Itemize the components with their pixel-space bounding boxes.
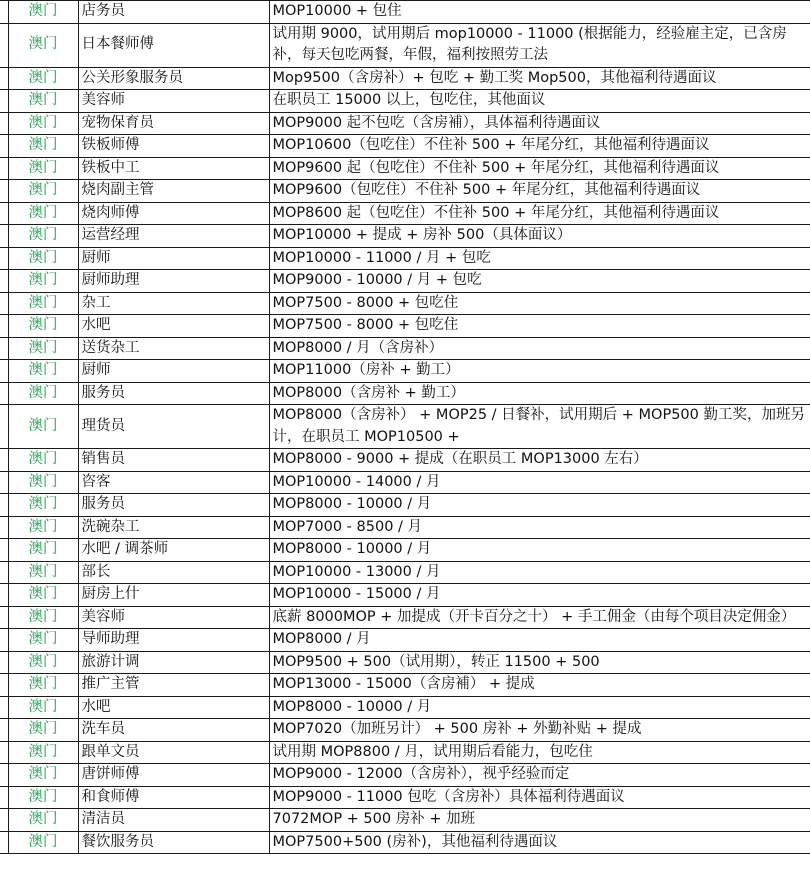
salary-cell: MOP10600（包吃住）不住补 500 + 年尾分红，其他福利待遇面议	[269, 135, 810, 158]
position-cell: 水吧	[78, 315, 269, 338]
salary-cell: MOP8000（含房补） + MOP25 / 日餐补，试用期后 + MOP500 勤工奖，加班另计，在职员工 MOP10500 +	[269, 405, 810, 449]
row-edge-cell	[0, 516, 8, 539]
salary-cell: MOP9600 起（包吃住）不住补 500 + 年尾分红，其他福利待遇面议	[269, 157, 810, 180]
location-cell: 澳门	[8, 494, 78, 517]
row-edge-cell	[0, 135, 8, 158]
salary-cell: MOP7500+500 (房补)，其他福利待遇面议	[269, 831, 810, 854]
location-cell: 澳门	[8, 629, 78, 652]
salary-cell: MOP9600（包吃住）不住补 500 + 年尾分红，其他福利待遇面议	[269, 180, 810, 203]
salary-cell: MOP9000 - 12000（含房补），视乎经验而定	[269, 764, 810, 787]
row-edge-cell	[0, 786, 8, 809]
location-cell: 澳门	[8, 651, 78, 674]
position-cell: 宠物保育员	[78, 112, 269, 135]
position-cell: 厨房上什	[78, 584, 269, 607]
location-cell: 澳门	[8, 90, 78, 113]
row-edge-cell	[0, 561, 8, 584]
table-row	[0, 741, 810, 764]
table-row	[0, 112, 810, 135]
table-row	[0, 90, 810, 113]
position-cell: 旅游计调	[78, 651, 269, 674]
position-cell: 烧肉副主管	[78, 180, 269, 203]
salary-cell: MOP7000 - 8500 / 月	[269, 516, 810, 539]
table-row	[0, 270, 810, 293]
salary-cell: MOP11000（房补 + 勤工）	[269, 360, 810, 383]
position-cell: 唐饼师傅	[78, 764, 269, 787]
table-row	[0, 494, 810, 517]
table-row	[0, 67, 810, 90]
position-cell: 服务员	[78, 382, 269, 405]
row-edge-cell	[0, 1, 8, 24]
position-cell: 运营经理	[78, 225, 269, 248]
row-edge-cell	[0, 180, 8, 203]
location-cell: 澳门	[8, 696, 78, 719]
location-cell: 澳门	[8, 786, 78, 809]
salary-cell: MOP8000 - 10000 / 月	[269, 494, 810, 517]
row-edge-cell	[0, 67, 8, 90]
row-edge-cell	[0, 606, 8, 629]
table-row	[0, 360, 810, 383]
row-edge-cell	[0, 471, 8, 494]
position-cell: 厨师	[78, 247, 269, 270]
table-row	[0, 831, 810, 854]
table-row	[0, 629, 810, 652]
position-cell: 部长	[78, 561, 269, 584]
position-cell: 美容师	[78, 606, 269, 629]
row-edge-cell	[0, 157, 8, 180]
row-edge-cell	[0, 696, 8, 719]
table-body	[0, 1, 810, 854]
position-cell: 水吧	[78, 696, 269, 719]
location-cell: 澳门	[8, 292, 78, 315]
row-edge-cell	[0, 247, 8, 270]
table-row	[0, 247, 810, 270]
salary-cell: MOP10000 - 11000 / 月 + 包吃	[269, 247, 810, 270]
location-cell: 澳门	[8, 449, 78, 472]
salary-cell: MOP7500 - 8000 + 包吃住	[269, 292, 810, 315]
table-row	[0, 606, 810, 629]
position-cell: 和食师傅	[78, 786, 269, 809]
position-cell: 导师助理	[78, 629, 269, 652]
table-row	[0, 180, 810, 203]
table-row	[0, 1, 810, 24]
position-cell: 公关形象服务员	[78, 67, 269, 90]
position-cell: 烧肉师傅	[78, 202, 269, 225]
location-cell: 澳门	[8, 741, 78, 764]
row-edge-cell	[0, 225, 8, 248]
location-cell: 澳门	[8, 135, 78, 158]
salary-cell: MOP8000 - 10000 / 月	[269, 696, 810, 719]
position-cell: 理货员	[78, 405, 269, 449]
location-cell: 澳门	[8, 360, 78, 383]
position-cell: 杂工	[78, 292, 269, 315]
position-cell: 厨师助理	[78, 270, 269, 293]
position-cell: 美容师	[78, 90, 269, 113]
row-edge-cell	[0, 539, 8, 562]
row-edge-cell	[0, 674, 8, 697]
position-cell: 铁板师傅	[78, 135, 269, 158]
salary-cell: MOP7500 - 8000 + 包吃住	[269, 315, 810, 338]
position-cell: 店务员	[78, 1, 269, 24]
location-cell: 澳门	[8, 809, 78, 832]
salary-cell: MOP10000 - 14000 / 月	[269, 471, 810, 494]
salary-cell: MOP8000 - 10000 / 月	[269, 539, 810, 562]
table-row	[0, 225, 810, 248]
position-cell: 日本餐师傅	[78, 23, 269, 67]
location-cell: 澳门	[8, 561, 78, 584]
position-cell: 厨师	[78, 360, 269, 383]
row-edge-cell	[0, 292, 8, 315]
position-cell: 铁板中工	[78, 157, 269, 180]
position-cell: 洗车员	[78, 719, 269, 742]
salary-cell: Mop9500（含房补）+ 包吃 + 勤工奖 Mop500，其他福利待遇面议	[269, 67, 810, 90]
location-cell: 澳门	[8, 112, 78, 135]
location-cell: 澳门	[8, 471, 78, 494]
table-row	[0, 561, 810, 584]
row-edge-cell	[0, 719, 8, 742]
location-cell: 澳门	[8, 247, 78, 270]
table-row	[0, 315, 810, 338]
salary-cell: MOP8600 起（包吃住）不住补 500 + 年尾分红，其他福利待遇面议	[269, 202, 810, 225]
row-edge-cell	[0, 360, 8, 383]
location-cell: 澳门	[8, 315, 78, 338]
location-cell: 澳门	[8, 337, 78, 360]
table-row	[0, 135, 810, 158]
table-row	[0, 157, 810, 180]
row-edge-cell	[0, 382, 8, 405]
salary-cell: MOP8000 / 月（含房补）	[269, 337, 810, 360]
table-row	[0, 539, 810, 562]
row-edge-cell	[0, 764, 8, 787]
salary-cell: MOP9500 + 500（试用期），转正 11500 + 500	[269, 651, 810, 674]
table-row	[0, 696, 810, 719]
location-cell: 澳门	[8, 382, 78, 405]
position-cell: 水吧 / 调茶师	[78, 539, 269, 562]
location-cell: 澳门	[8, 225, 78, 248]
row-edge-cell	[0, 23, 8, 67]
salary-cell: MOP10000 - 15000 / 月	[269, 584, 810, 607]
location-cell: 澳门	[8, 584, 78, 607]
location-cell: 澳门	[8, 23, 78, 67]
location-cell: 澳门	[8, 202, 78, 225]
table-row	[0, 809, 810, 832]
table-row	[0, 651, 810, 674]
salary-cell: MOP9000 - 11000 包吃（含房补）具体福利待遇面议	[269, 786, 810, 809]
salary-cell: MOP8000（含房补 + 勤工）	[269, 382, 810, 405]
location-cell: 澳门	[8, 157, 78, 180]
salary-cell: MOP9000 - 10000 / 月 + 包吃	[269, 270, 810, 293]
salary-cell: 试用期 9000，试用期后 mop10000 - 11000 (根据能力，经验雇主定，已含房补，每天包吃两餐，年假，福利按照劳工法	[269, 23, 810, 67]
salary-cell: MOP10000 + 包住	[269, 1, 810, 24]
table-row	[0, 382, 810, 405]
row-edge-cell	[0, 90, 8, 113]
table-row	[0, 292, 810, 315]
salary-cell: MOP10000 - 13000 / 月	[269, 561, 810, 584]
row-edge-cell	[0, 809, 8, 832]
row-edge-cell	[0, 629, 8, 652]
table-row	[0, 584, 810, 607]
salary-cell: MOP8000 / 月	[269, 629, 810, 652]
location-cell: 澳门	[8, 67, 78, 90]
table-row	[0, 764, 810, 787]
position-cell: 咨客	[78, 471, 269, 494]
position-cell: 销售员	[78, 449, 269, 472]
location-cell: 澳门	[8, 831, 78, 854]
location-cell: 澳门	[8, 539, 78, 562]
location-cell: 澳门	[8, 674, 78, 697]
table-row	[0, 471, 810, 494]
location-cell: 澳门	[8, 1, 78, 24]
table-row	[0, 674, 810, 697]
position-cell: 服务员	[78, 494, 269, 517]
position-cell: 餐饮服务员	[78, 831, 269, 854]
position-cell: 清洁员	[78, 809, 269, 832]
table-row	[0, 719, 810, 742]
table-row	[0, 516, 810, 539]
table-row	[0, 337, 810, 360]
position-cell: 洗碗杂工	[78, 516, 269, 539]
row-edge-cell	[0, 202, 8, 225]
salary-cell: 底薪 8000MOP + 加提成（开卡百分之十） + 手工佣金（由每个项目决定佣金）	[269, 606, 810, 629]
position-cell: 送货杂工	[78, 337, 269, 360]
salary-cell: MOP8000 - 9000 + 提成（在职员工 MOP13000 左右）	[269, 449, 810, 472]
row-edge-cell	[0, 741, 8, 764]
position-cell: 跟单文员	[78, 741, 269, 764]
salary-cell: 7072MOP + 500 房补 + 加班	[269, 809, 810, 832]
salary-cell: MOP7020（加班另计） + 500 房补 + 外勤补贴 + 提成	[269, 719, 810, 742]
location-cell: 澳门	[8, 719, 78, 742]
location-cell: 澳门	[8, 516, 78, 539]
location-cell: 澳门	[8, 270, 78, 293]
row-edge-cell	[0, 405, 8, 449]
row-edge-cell	[0, 831, 8, 854]
table-row	[0, 405, 810, 449]
table-row	[0, 23, 810, 67]
table-row	[0, 202, 810, 225]
row-edge-cell	[0, 449, 8, 472]
location-cell: 澳门	[8, 180, 78, 203]
row-edge-cell	[0, 494, 8, 517]
location-cell: 澳门	[8, 764, 78, 787]
salary-cell: MOP9000 起不包吃（含房補），具体福利待遇面议	[269, 112, 810, 135]
table-row	[0, 449, 810, 472]
salary-cell: 试用期 MOP8800 / 月，试用期后看能力，包吃住	[269, 741, 810, 764]
salary-cell: 在职员工 15000 以上，包吃住，其他面议	[269, 90, 810, 113]
location-cell: 澳门	[8, 606, 78, 629]
table-row	[0, 786, 810, 809]
row-edge-cell	[0, 651, 8, 674]
salary-cell: MOP10000 + 提成 + 房补 500（具体面议）	[269, 225, 810, 248]
location-cell: 澳门	[8, 405, 78, 449]
salary-cell: MOP13000 - 15000（含房補） + 提成	[269, 674, 810, 697]
row-edge-cell	[0, 584, 8, 607]
row-edge-cell	[0, 112, 8, 135]
row-edge-cell	[0, 315, 8, 338]
row-edge-cell	[0, 270, 8, 293]
position-cell: 推广主管	[78, 674, 269, 697]
row-edge-cell	[0, 337, 8, 360]
